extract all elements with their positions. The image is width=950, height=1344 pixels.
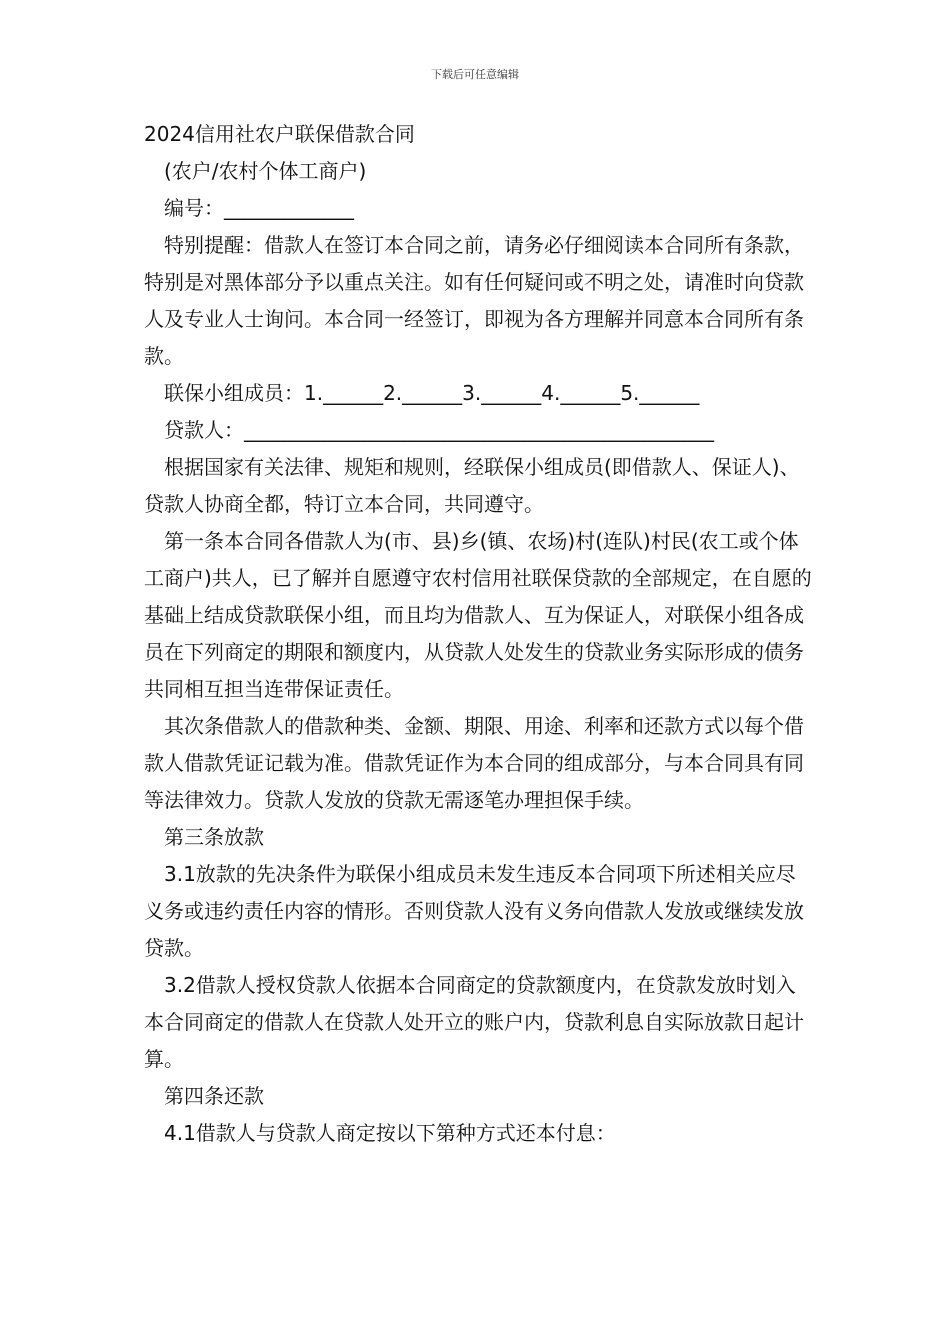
- clause-4-1-paragraph: 4.1借款人与贷款人商定按以下第种方式还本付息：: [164, 1121, 616, 1145]
- guarantee-group-members-line: 联保小组成员：1.______2.______3.______4.______5.______: [164, 381, 700, 405]
- clause-3-1-paragraph: 3.1放款的先决条件为联保小组成员未发生违反本合同项下所述相关应尽义务或违约责任内容的情形。否则贷款人没有义务向借款人发放或继续发放贷款。: [144, 862, 804, 960]
- article-2-paragraph: 其次条借款人的借款种类、金额、期限、用途、利率和还款方式以每个借款人借款凭证记载为准。借款凭证作为本合同的组成部分，与本合同具有同等法律效力。贷款人发放的贷款无需逐笔办理担保手续。: [144, 714, 804, 812]
- article-4-heading: 第四条还款: [164, 1084, 264, 1108]
- document-body: [144, 116, 814, 1152]
- special-reminder-paragraph: 特别提醒：借款人在签订本合同之前，请务必仔细阅读本合同所有条款，特别是对黑体部分予以重点关注。如有任何疑问或不明之处，请准时向贷款人及专业人士询问。本合同一经签订，即视为各方理解并同意本合同所有条款。: [144, 233, 804, 368]
- lender-line: 贷款人：_______________________________________________: [164, 418, 714, 442]
- clause-3-2-paragraph: 3.2借款人授权贷款人依据本合同商定的贷款额度内，在贷款发放时划入本合同商定的借款人在贷款人处开立的账户内，贷款利息自实际放款日起计算。: [144, 973, 804, 1071]
- contract-number-line: 编号：_____________: [164, 196, 354, 220]
- document-title: 2024信用社农户联保借款合同: [144, 122, 415, 146]
- document-subtitle: (农户/农村个体工商户): [164, 159, 367, 183]
- article-3-heading: 第三条放款: [164, 825, 264, 849]
- article-1-paragraph: 第一条本合同各借款人为(市、县)乡(镇、农场)村(连队)村民(农工或个体工商户)共人，已了解并自愿遵守农村信用社联保贷款的全部规定，在自愿的基础上结成贷款联保小组，而且均为借款人、互为保证人，对联保小组各成员在下列商定的期限和额度内，从贷款人处发生的贷款业务实际形成的债务共同相互担当连带保证责任。: [144, 529, 812, 701]
- preamble-paragraph: 根据国家有关法律、规矩和规则，经联保小组成员(即借款人、保证人)、贷款人协商全都，特订立本合同，共同遵守。: [144, 455, 800, 516]
- page-header-note: 下载后可任意编辑: [431, 68, 519, 81]
